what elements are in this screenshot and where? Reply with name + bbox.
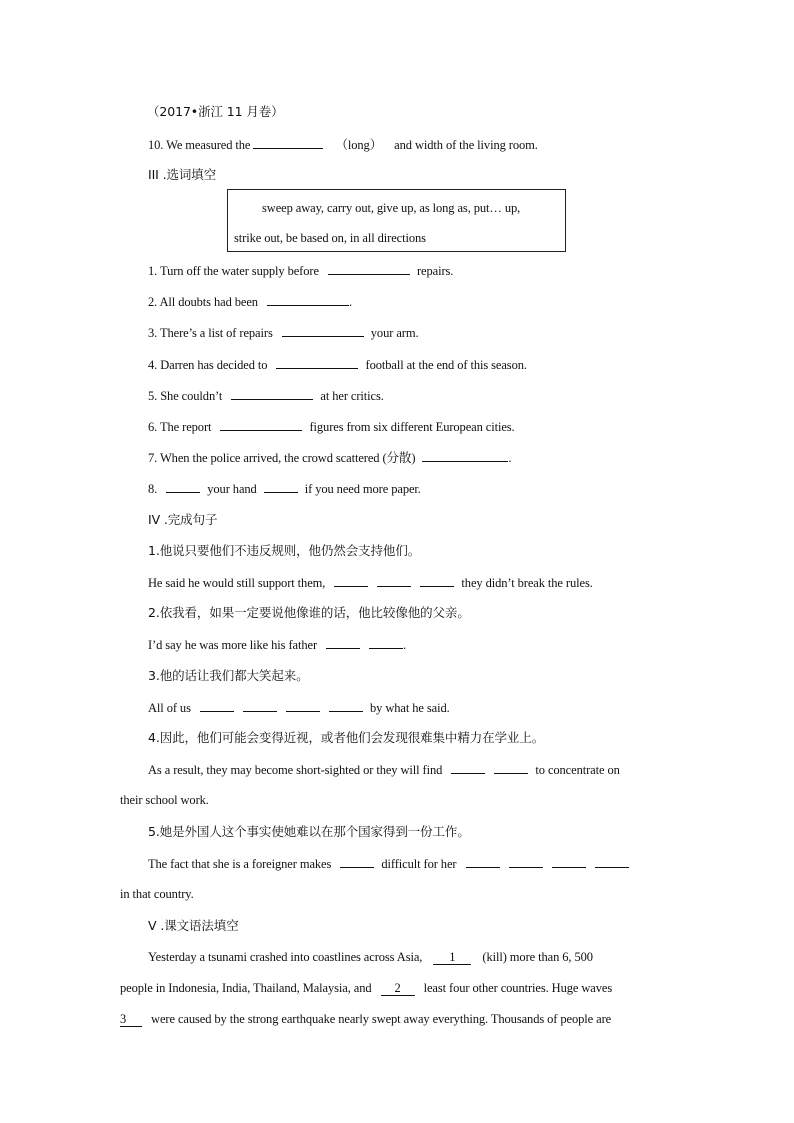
answer-blank[interactable] — [276, 356, 358, 369]
answer-blank[interactable] — [329, 699, 363, 712]
answer-blank[interactable] — [377, 574, 411, 587]
fill-item-6 — [148, 418, 515, 435]
fill-item-1 — [148, 262, 453, 279]
fill-item-8 — [148, 480, 421, 497]
fill-item-text: 7. When the police arrived, the crowd scattered (分散) — [148, 451, 416, 465]
sentence-text: As a result, they may become short-sighted or they will find — [148, 763, 443, 777]
blank-number: 3 — [120, 1012, 127, 1026]
answer-blank[interactable] — [494, 761, 528, 774]
answer-blank[interactable] — [509, 855, 543, 868]
answer-blank[interactable] — [282, 324, 364, 337]
answer-blank[interactable] — [326, 636, 360, 649]
passage-text: were caused by the strong earthquake nearly swept away everything. Thousands of people are — [151, 1012, 612, 1026]
answer-blank[interactable] — [422, 449, 508, 462]
fill-item-text: 2. All doubts had been — [148, 295, 258, 309]
answer-blank[interactable] — [334, 574, 368, 587]
fill-item-tail: . — [348, 295, 353, 309]
fill-item-tail: at her critics. — [320, 389, 384, 403]
blank-number: 2 — [394, 981, 401, 995]
sentence-text: The fact that she is a foreigner makes — [148, 857, 332, 871]
fill-item-tail: figures from six different European cities. — [309, 420, 515, 434]
fill-item-text: 4. Darren has decided to — [148, 358, 268, 372]
sentence-tail: by what he said. — [370, 701, 450, 715]
fill-item-tail: repairs. — [416, 264, 454, 278]
fill-item-text: 3. There’s a list of repairs — [148, 326, 273, 340]
section-5-title: V .课文语法填空 — [148, 918, 239, 933]
sentence-text: He said he would still support them, — [148, 576, 326, 590]
complete-4-chinese: 4.因此，他们可能会变得近视，或者他们会发现很难集中精力在学业上。 — [148, 730, 545, 745]
passage-line-2 — [120, 980, 612, 996]
answer-blank[interactable] — [552, 855, 586, 868]
complete-1-english — [148, 574, 593, 591]
complete-4-english — [148, 761, 620, 778]
fill-item-tail: your arm. — [370, 326, 419, 340]
complete-2-english — [148, 636, 406, 653]
passage-text: Yesterday a tsunami crashed into coastlines across Asia, — [148, 950, 423, 964]
complete-5-english-cont: in that country. — [120, 887, 194, 901]
answer-blank[interactable] — [286, 699, 320, 712]
sentence-text: I’d say he was more like his father — [148, 638, 318, 652]
word-hint: （long） — [335, 138, 383, 152]
fill-item-mid: your hand — [207, 482, 257, 496]
fill-item-2 — [148, 293, 352, 310]
answer-blank[interactable] — [264, 480, 298, 493]
fill-item-tail: if you need more paper. — [304, 482, 421, 496]
fill-item-4 — [148, 356, 527, 373]
fill-item-tail: . — [508, 451, 512, 465]
answer-blank[interactable] — [369, 636, 403, 649]
numbered-blank-2[interactable] — [381, 981, 415, 996]
fill-item-text: 8. — [148, 482, 158, 496]
sentence-tail: they didn’t break the rules. — [461, 576, 593, 590]
section-4-title: IV .完成句子 — [148, 512, 218, 527]
complete-3-english — [148, 699, 450, 716]
word-bank-line-2: strike out, be based on, in all directions — [234, 231, 426, 245]
complete-5-english — [148, 855, 629, 872]
sentence-text: All of us — [148, 701, 191, 715]
complete-3-chinese: 3.他的话让我们都大笑起来。 — [148, 668, 309, 683]
question-10-text: 10. We measured the — [148, 138, 251, 152]
numbered-blank-3[interactable] — [120, 1012, 142, 1027]
answer-blank[interactable] — [220, 418, 302, 431]
passage-line-3 — [120, 1011, 611, 1027]
answer-blank[interactable] — [595, 855, 629, 868]
answer-blank[interactable] — [166, 480, 200, 493]
sentence-tail: to concentrate on — [535, 763, 620, 777]
fill-item-tail: football at the end of this season. — [365, 358, 527, 372]
answer-blank[interactable] — [466, 855, 500, 868]
answer-blank[interactable] — [243, 699, 277, 712]
answer-blank[interactable] — [420, 574, 454, 587]
answer-blank[interactable] — [200, 699, 234, 712]
complete-1-chinese: 1.他说只要他们不违反规则，他仍然会支持他们。 — [148, 543, 421, 558]
fill-item-text: 6. The report — [148, 420, 212, 434]
word-bank-box — [227, 189, 566, 252]
passage-text: least four other countries. Huge waves — [423, 981, 613, 995]
answer-blank[interactable] — [231, 387, 313, 400]
answer-blank[interactable] — [340, 855, 374, 868]
sentence-tail: . — [403, 638, 407, 652]
section-3-title: III .选词填空 — [148, 167, 217, 182]
answer-blank[interactable] — [267, 293, 349, 306]
source-label: （2017•浙江 11 月卷） — [147, 104, 284, 119]
passage-text: (kill) more than 6, 500 — [482, 950, 593, 964]
fill-item-3 — [148, 324, 418, 341]
answer-blank[interactable] — [451, 761, 485, 774]
sentence-mid: difficult for her — [381, 857, 457, 871]
fill-item-7 — [148, 449, 511, 466]
question-10-tail: and width of the living room. — [394, 138, 538, 152]
blank-number: 1 — [449, 950, 456, 964]
fill-item-5 — [148, 387, 384, 404]
passage-line-1 — [148, 949, 593, 965]
complete-4-english-cont: their school work. — [120, 793, 209, 807]
fill-item-text: 1. Turn off the water supply before — [148, 264, 319, 278]
word-bank-line-1: sweep away, carry out, give up, as long as, put… up, — [262, 201, 521, 215]
numbered-blank-1[interactable] — [433, 950, 471, 965]
fill-item-text: 5. She couldn’t — [148, 389, 223, 403]
complete-5-chinese: 5.她是外国人这个事实使她难以在那个国家得到一份工作。 — [148, 824, 470, 839]
question-10 — [148, 136, 538, 153]
complete-2-chinese: 2.依我看，如果一定要说他像谁的话，他比较像他的父亲。 — [148, 605, 470, 620]
passage-text: people in Indonesia, India, Thailand, Malaysia, and — [120, 981, 372, 995]
answer-blank[interactable] — [328, 262, 410, 275]
answer-blank[interactable] — [253, 136, 323, 149]
